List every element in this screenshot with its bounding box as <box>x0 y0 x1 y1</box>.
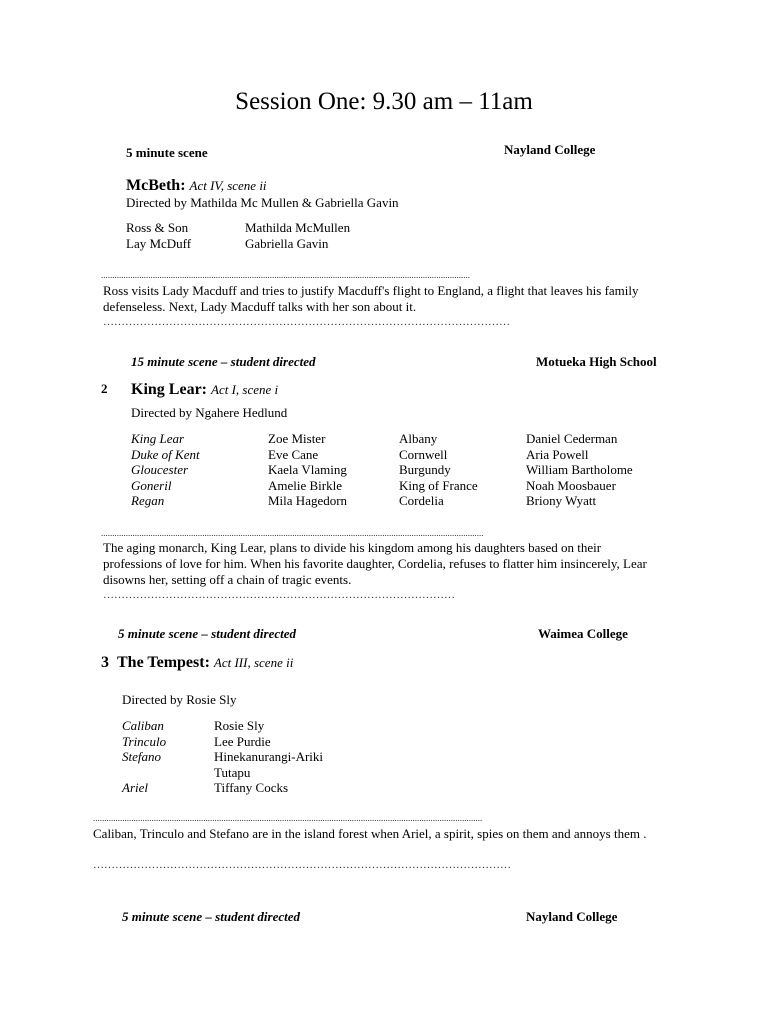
cast-row <box>122 718 323 734</box>
actor: Eve Cane <box>268 446 319 462</box>
actor: Noah Moosbauer <box>526 477 616 493</box>
act-scene: Act I, scene i <box>211 382 279 397</box>
actor: Amelie Birkle <box>268 477 343 493</box>
actor: Lee Purdie <box>214 733 271 749</box>
cast-row <box>122 780 323 796</box>
role: Ross & Son <box>126 220 189 235</box>
cast-row <box>122 734 323 750</box>
role: Albany <box>399 431 438 446</box>
cast-list <box>122 718 323 796</box>
actor: Aria Powell <box>526 446 589 462</box>
actor: Gabriella Gavin <box>245 235 329 251</box>
play-heading <box>126 177 267 195</box>
director: Directed by Rosie Sly <box>122 692 237 707</box>
cast-list <box>126 220 350 251</box>
play-title: McBeth: <box>126 177 186 194</box>
director: Directed by Mathilda Mc Mullen & Gabriella Gavin <box>126 195 399 210</box>
actor: Tutapu <box>214 764 251 780</box>
scene-type: 5 minute scene – student directed <box>122 909 301 924</box>
scene-description: Ross visits Lady Macduff and tries to justify Macduff's flight to England, a flight that leaves his family defenseless. Next, Lady Macduff talks with her son about it. <box>103 283 639 314</box>
role: Trinculo <box>122 733 167 749</box>
actor: William Bartholome <box>526 462 633 477</box>
dotted-separator: ............................................................................................................................................................................. <box>93 813 483 823</box>
role: Gloucester <box>131 462 189 477</box>
actor: Mila Hagedorn <box>268 493 348 508</box>
play-heading <box>101 654 293 672</box>
dotted-separator: .................................................................................................................................................................... <box>101 270 470 280</box>
session-title: Session One: 9.30 am – 11am <box>235 88 533 115</box>
actor: Rosie Sly <box>214 718 265 733</box>
cast-row <box>131 462 633 478</box>
cast-row <box>131 447 633 463</box>
scene-type: 5 minute scene – student directed <box>118 626 297 641</box>
cast-list <box>131 431 633 509</box>
role: Cordelia <box>399 493 444 508</box>
cast-row <box>126 236 350 252</box>
scene-type: 15 minute scene – student directed <box>131 354 316 369</box>
role: Caliban <box>122 718 164 733</box>
scene-description: The aging monarch, King Lear, plans to divide his kingdom among his daughters based on their professions of love for him. When his favorite daughter, Cordelia, refuses to flatter him insincerely, Lear disowns her, setting off a chain of tragic events. <box>103 540 647 587</box>
role: Ariel <box>122 780 148 795</box>
actor: Zoe Mister <box>268 431 326 446</box>
actor: Kaela Vlaming <box>268 462 347 477</box>
scene-description: Caliban, Trinculo and Stefano are in the island forest when Ariel, a spirit, spies on them and annoys them . <box>93 826 647 841</box>
role: Goneril <box>131 477 172 493</box>
school-name: Nayland College <box>504 142 596 157</box>
cast-row <box>126 220 350 236</box>
cast-row <box>131 431 633 447</box>
act-scene: Act IV, scene ii <box>189 178 267 193</box>
school-name: Motueka High School <box>536 354 657 369</box>
play-heading <box>131 381 278 399</box>
scene-number: 2 <box>101 381 108 396</box>
school-name: Nayland College <box>526 909 618 924</box>
dotted-separator: …………………………………………………………………………………… <box>103 589 455 601</box>
actor: Mathilda McMullen <box>245 220 351 235</box>
role: Duke of Kent <box>131 446 200 462</box>
cast-row <box>131 493 633 509</box>
role: Burgundy <box>399 462 451 477</box>
role: Stefano <box>122 749 161 764</box>
role: Lay McDuff <box>126 235 192 251</box>
role: King of France <box>399 477 478 493</box>
director: Directed by Ngahere Hedlund <box>131 405 288 420</box>
role: Regan <box>131 493 165 508</box>
role <box>122 765 214 781</box>
scene-type: 5 minute scene <box>126 145 208 160</box>
actor: Tiffany Cocks <box>214 780 289 795</box>
cast-row <box>131 478 633 494</box>
dotted-separator: .......................................................................................................................................................................... <box>101 528 484 538</box>
dotted-separator: ………………………………………………………………………………………………… <box>103 316 510 328</box>
cast-row <box>122 749 323 765</box>
role: Cornwell <box>399 446 448 462</box>
play-title: King Lear: <box>131 381 207 398</box>
role: King Lear <box>131 431 185 446</box>
cast-row <box>122 765 323 781</box>
dotted-separator: …………………………………………………………………………………………………… <box>93 859 511 871</box>
act-scene: Act III, scene ii <box>213 655 294 670</box>
school-name: Waimea College <box>538 626 628 641</box>
play-title: The Tempest: <box>117 654 210 671</box>
actor: Briony Wyatt <box>526 493 597 508</box>
actor: Hinekanurangi-Ariki <box>214 749 324 764</box>
scene-number: 3 <box>101 654 109 671</box>
actor: Daniel Cederman <box>526 431 618 446</box>
